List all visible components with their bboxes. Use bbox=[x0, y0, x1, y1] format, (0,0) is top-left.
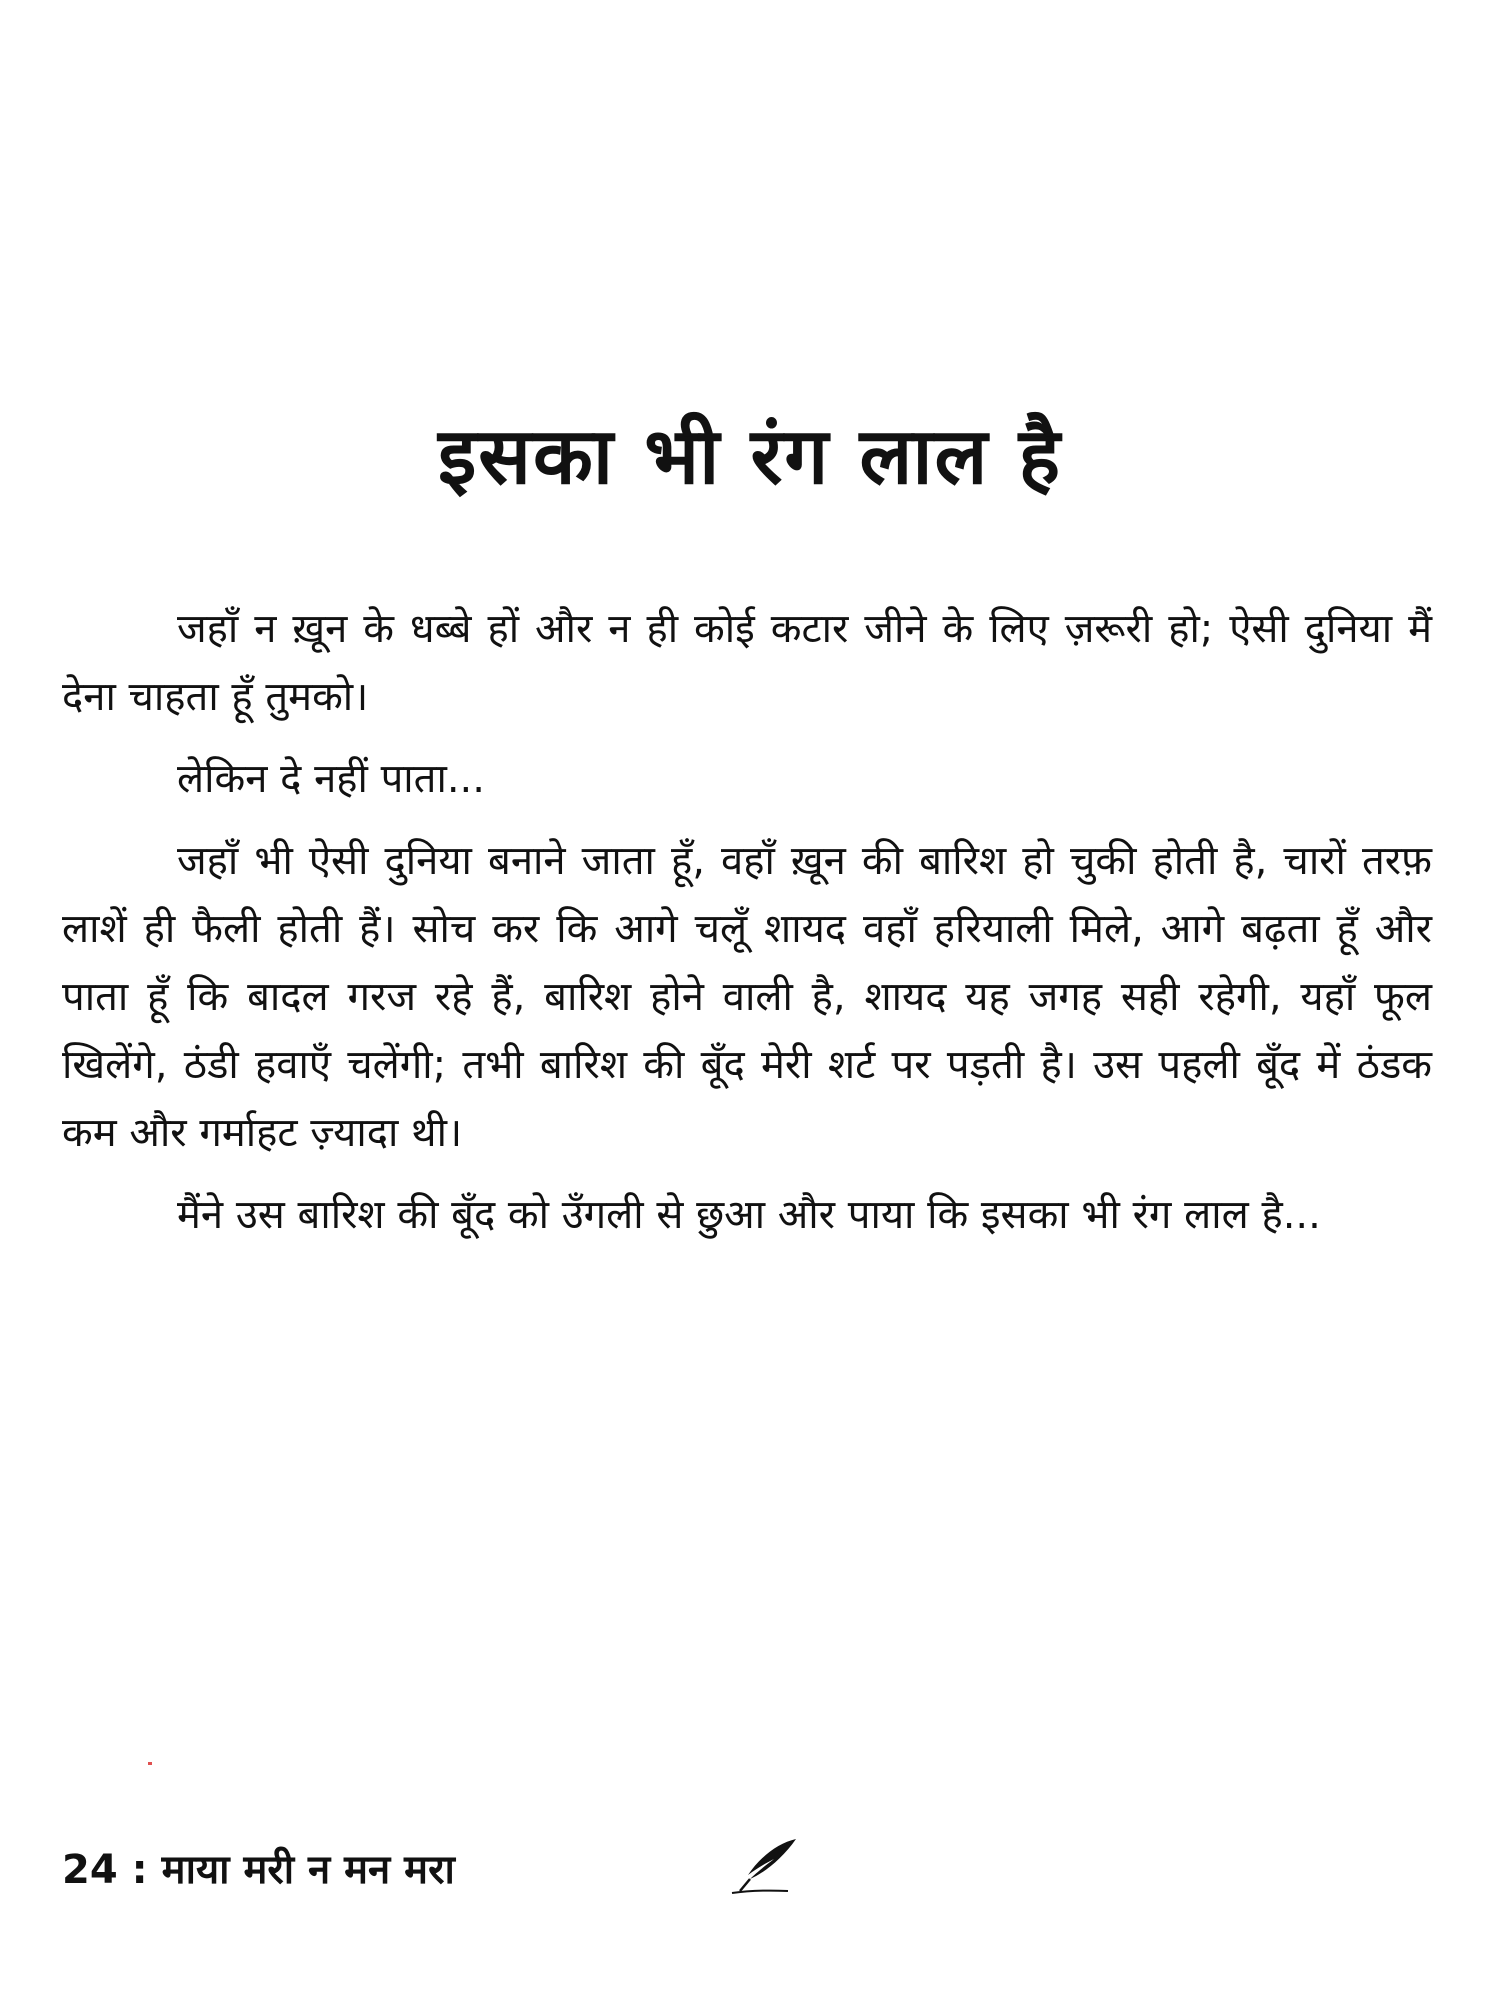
print-speck bbox=[148, 1762, 152, 1765]
page-number: 24 bbox=[62, 1847, 118, 1893]
chapter-title: इसका भी रंग लाल है bbox=[438, 412, 1062, 502]
page-footer bbox=[62, 1840, 455, 1895]
quill-pen-icon bbox=[726, 1835, 806, 1895]
paragraph-2: लेकिन दे नहीं पाता... bbox=[177, 756, 485, 802]
paragraph-1: जहाँ न ख़ून के धब्बे हों और न ही कोई कटार जीने के लिए ज़रूरी हो; ऐसी दुनिया मैं देना चाहता हूँ तुमको। bbox=[62, 606, 1432, 720]
paragraph-4: मैंने उस बारिश की बूँद को उँगली से छुआ और पाया कि इसका भी रंग लाल है... bbox=[177, 1192, 1321, 1238]
footer-separator: : bbox=[131, 1847, 148, 1893]
chapter-body bbox=[62, 595, 1432, 1263]
book-title: माया मरी न मन मरा bbox=[161, 1847, 455, 1893]
paragraph-3: जहाँ भी ऐसी दुनिया बनाने जाता हूँ, वहाँ ख़ून की बारिश हो चुकी होती है, चारों तरफ़ लाशें ही फैली होती हैं। सोच कर कि आगे चलूँ शायद वहाँ हरियाली मिले, आगे बढ़ता हूँ और पाता हूँ कि बादल गरज रहे हैं, बारिश होने वाली है, शायद यह जगह सही रहेगी, यहाँ फूल खिलेंगे, ठंडी हवाएँ चलेंगी; तभी बारिश की बूँद मेरी शर्ट पर पड़ती है। उस पहली बूँद में ठंडक कम और गर्माहट ज़्यादा थी। bbox=[62, 838, 1432, 1156]
